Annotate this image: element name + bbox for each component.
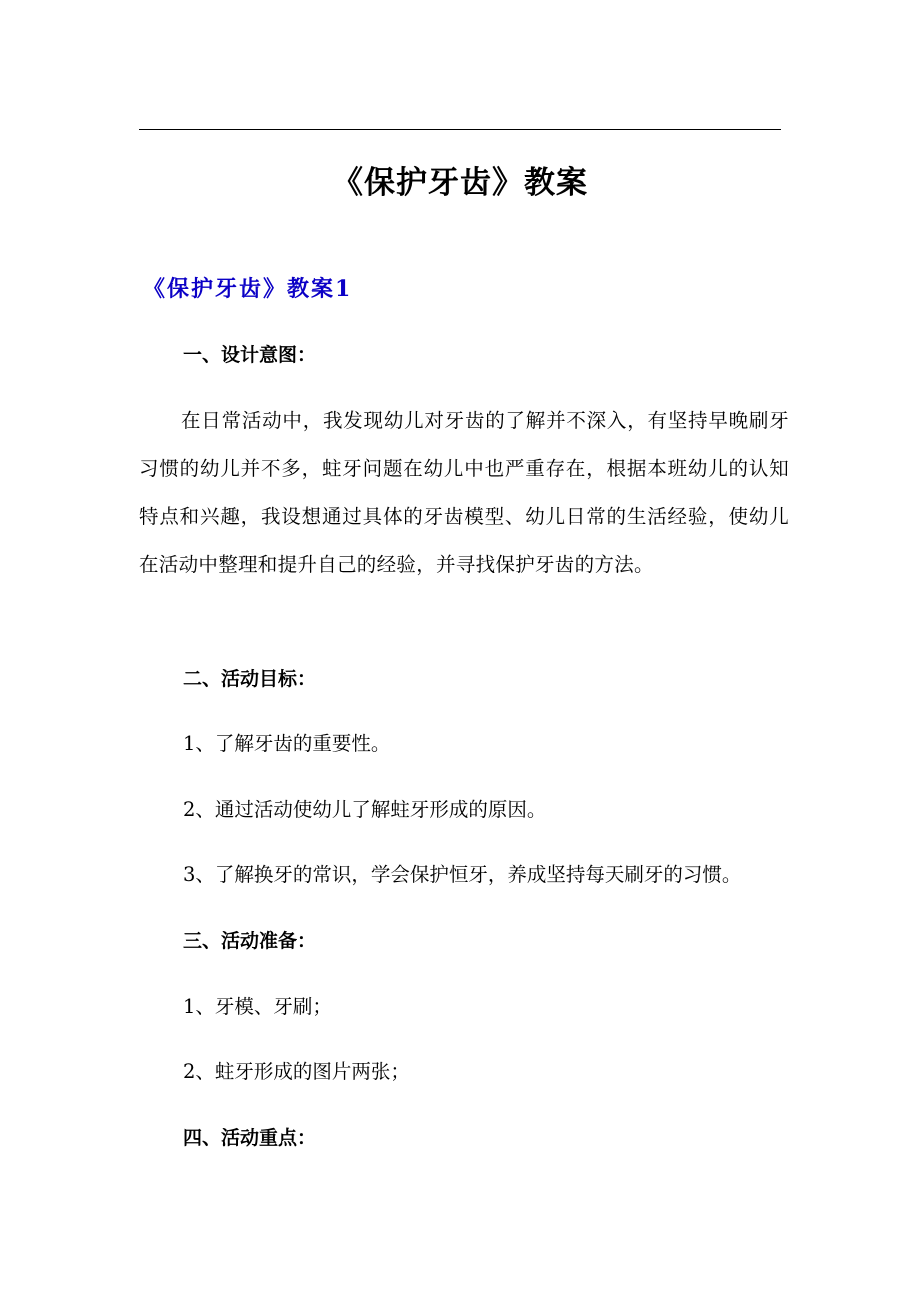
section-key-points <box>139 1114 789 1162</box>
objective-item-1-wrap <box>139 720 789 768</box>
list-item: 2、通过活动使幼儿了解蛀牙形成的原因。 <box>183 798 547 821</box>
subheading-design-intent: 一、设计意图： <box>183 344 317 366</box>
list-item: 1、牙模、牙刷； <box>183 995 332 1018</box>
list-item: 1、了解牙齿的重要性。 <box>183 732 391 755</box>
subheading-preparation: 三、活动准备： <box>183 930 317 952</box>
paragraph: 在日常活动中，我发现幼儿对牙齿的了解并不深入，有坚持早晚刷牙习惯的幼儿并不多，蛀牙问题在幼儿中也严重存在，根据本班幼儿的认知特点和兴趣，我设想通过具体的牙齿模型、幼儿日常的生活经验，使幼儿在活动中整理和提升自己的经验，并寻找保护牙齿的方法。 <box>139 409 789 576</box>
objective-item-3-wrap <box>139 851 789 899</box>
list-item: 3、了解换牙的常识，学会保护恒牙，养成坚持每天刷牙的习惯。 <box>183 863 742 886</box>
design-intent-body <box>139 397 789 589</box>
subheading-objectives: 二、活动目标： <box>183 668 317 690</box>
document-title: 《保护牙齿》教案 <box>332 165 588 201</box>
prep-item-1-wrap <box>139 983 789 1031</box>
section-heading: 《保护牙齿》教案1 <box>143 276 353 302</box>
section-design-intent <box>139 331 789 379</box>
prep-item-2-wrap <box>139 1048 789 1096</box>
subheading-key-points: 四、活动重点： <box>183 1127 317 1149</box>
header-rule <box>139 129 781 130</box>
section-objectives <box>139 655 789 703</box>
objective-item-2-wrap <box>139 786 789 834</box>
list-item: 2、蛀牙形成的图片两张； <box>183 1060 410 1083</box>
section-preparation <box>139 917 789 965</box>
